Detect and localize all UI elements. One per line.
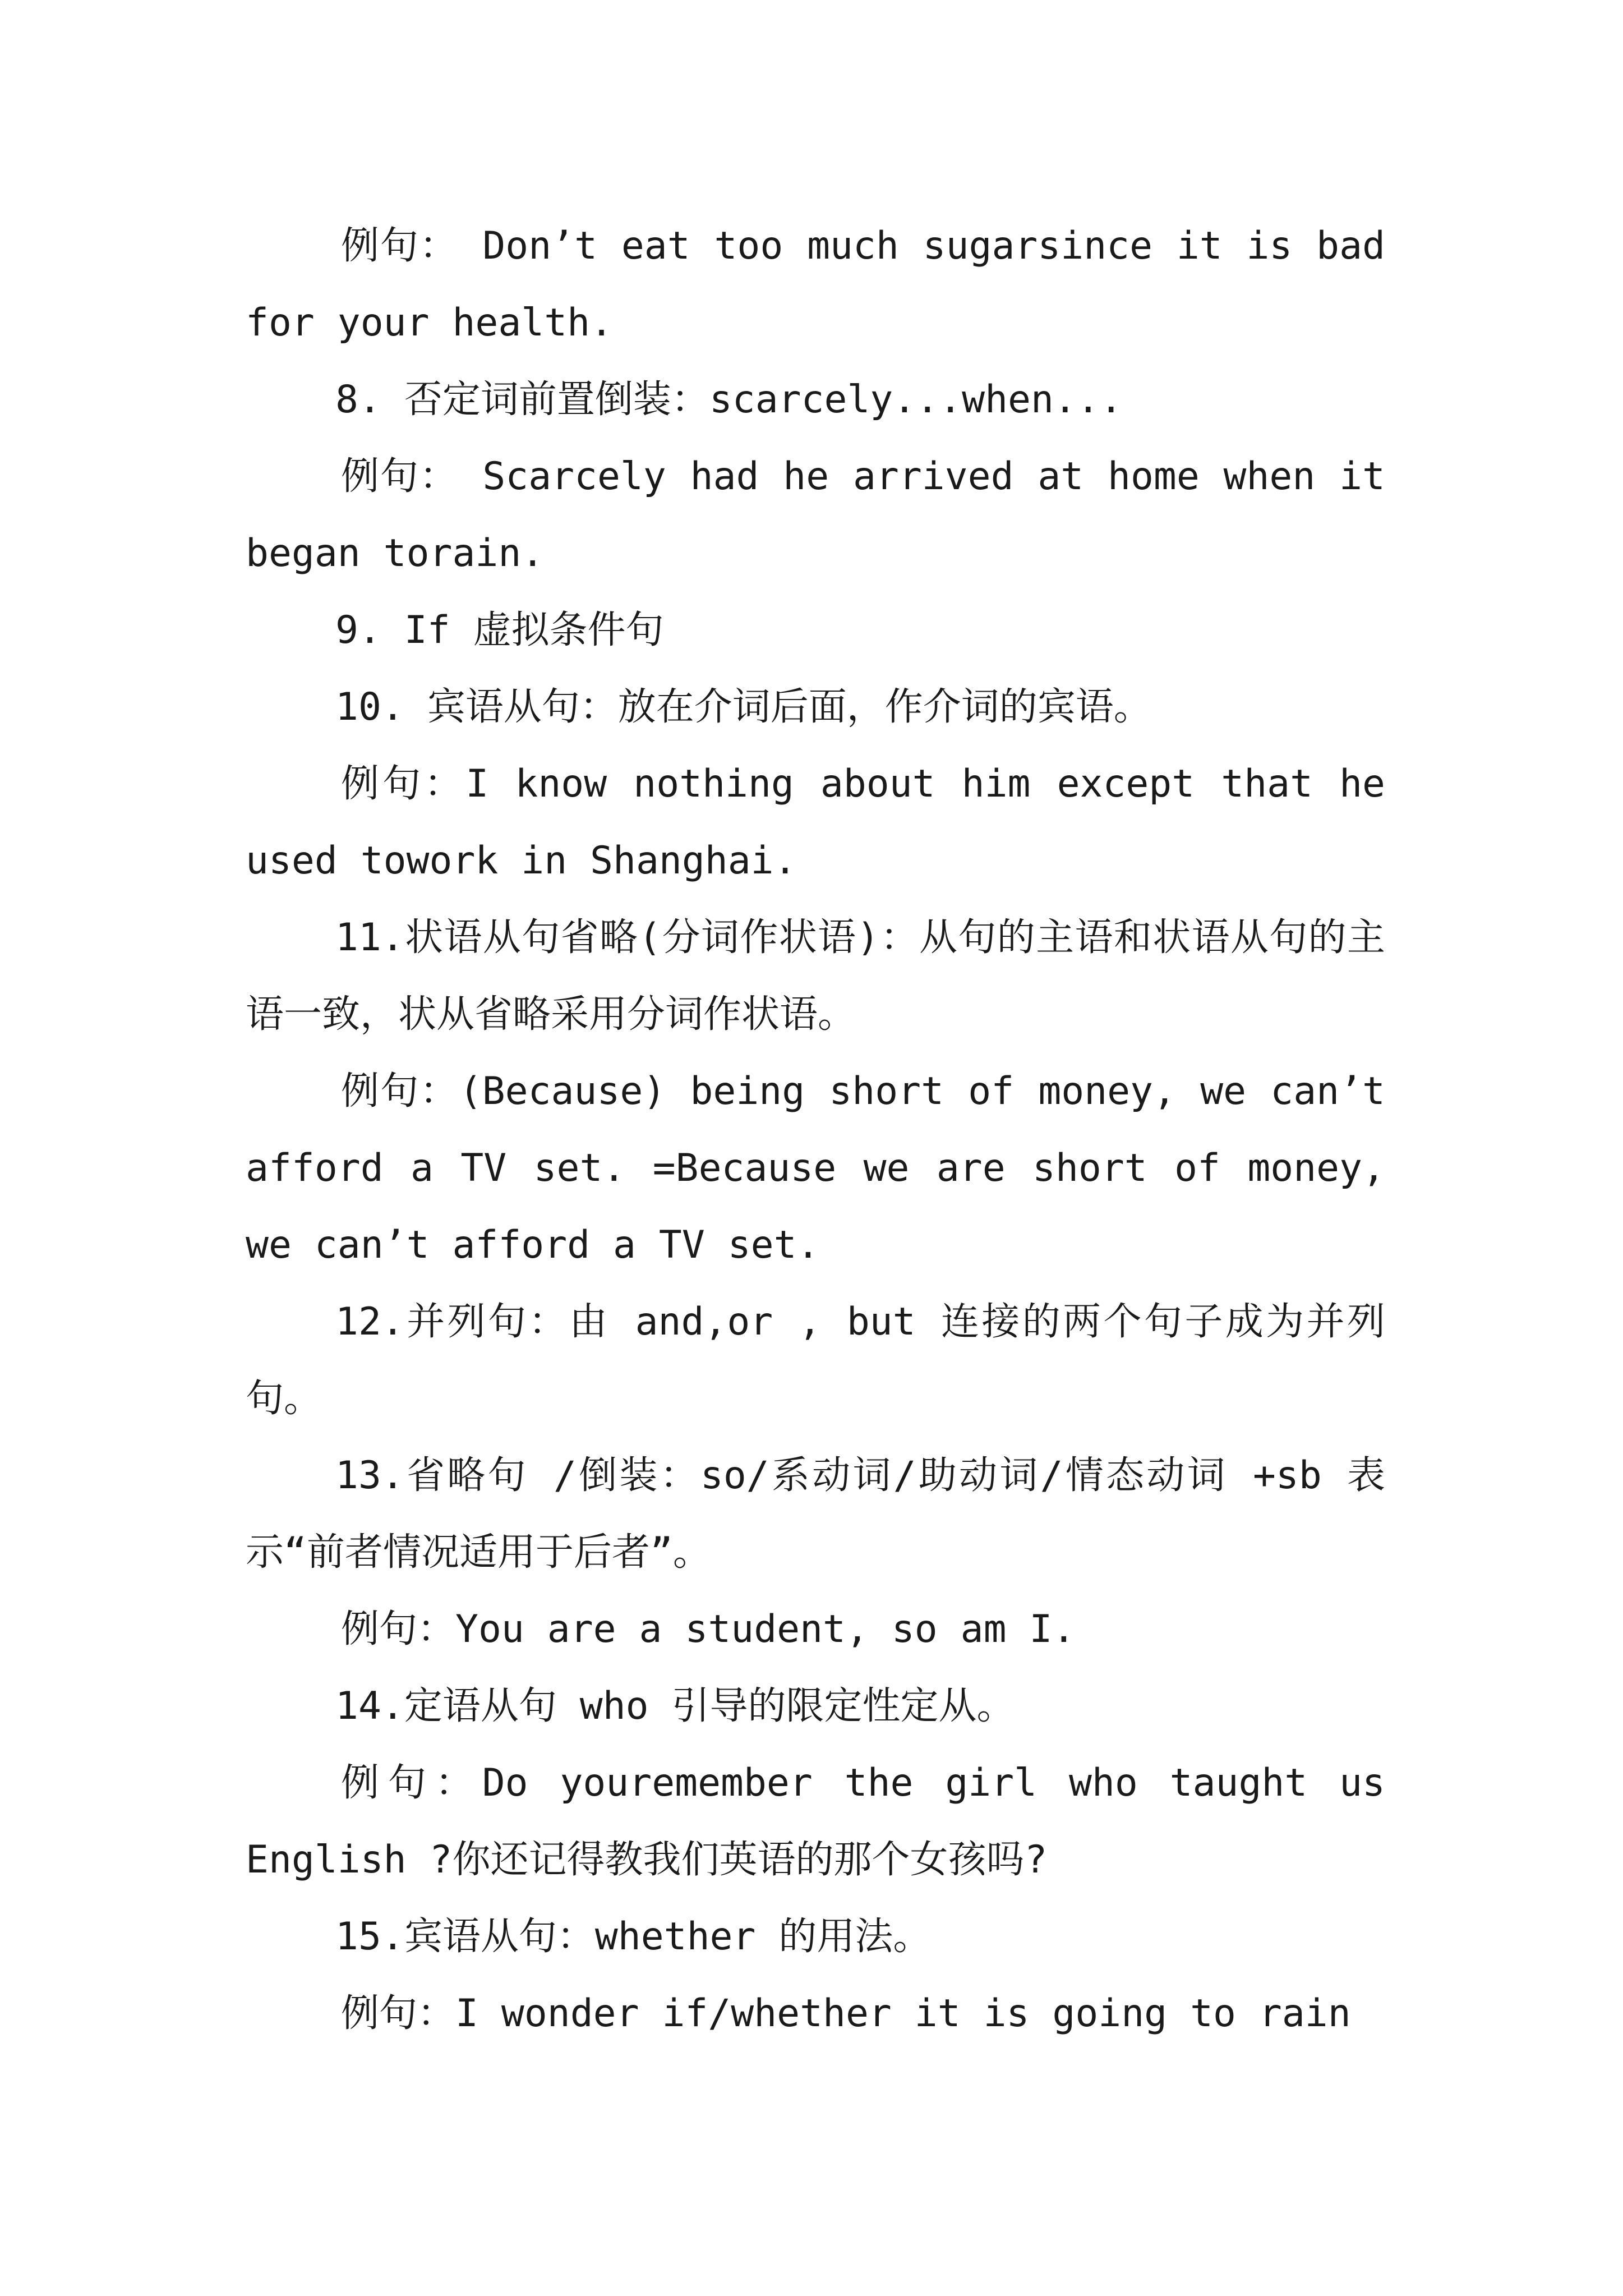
example-sentence-scarcely: 例句： Scarcely had he arrived at home when it began torain.: [246, 454, 1385, 576]
grammar-item-8: 8. 否定词前置倒装：scarcely...when...: [335, 378, 1123, 422]
grammar-item-11: 11.状语从句省略(分词作状语)：从句的主语和状语从句的主语一致，状从省略采用分词作状语。: [246, 915, 1385, 1037]
grammar-item-15: 15.宾语从句：whether 的用法。: [335, 1915, 932, 1959]
example-sentence-so-am-i: 例句：You are a student, so am I.: [341, 1607, 1076, 1651]
example-sentence-who-taught: 例句：Do youremember the girl who taught us English ?你还记得教我们英语的那个女孩吗?: [246, 1761, 1385, 1882]
example-sentence-whether: 例句：I wonder if/whether it is going to rain: [341, 1991, 1351, 2036]
grammar-item-14: 14.定语从句 who 引导的限定性定从。: [335, 1684, 1015, 1728]
example-sentence-except-that: 例句：I know nothing about him except that he used towork in Shanghai.: [246, 762, 1385, 883]
grammar-item-9: 9. If 虚拟条件句: [335, 608, 664, 652]
example-sentence-sugar: 例句： Don’t eat too much sugarsince it is bad for your health.: [246, 224, 1385, 345]
grammar-item-12: 12.并列句：由 and,or , but 连接的两个句子成为并列句。: [246, 1300, 1385, 1421]
grammar-item-13: 13.省略句 /倒装：so/系动词/助动词/情态动词 +sb 表示“前者情况适用于后者”。: [246, 1453, 1385, 1575]
grammar-item-10: 10. 宾语从句：放在介词后面，作介词的宾语。: [335, 685, 1152, 729]
document-body: [246, 208, 1385, 2052]
example-sentence-short-of-money: 例句：(Because) being short of money, we can’t afford a TV set. =Because we are short of money, we can’t afford a TV set.: [246, 1069, 1385, 1267]
